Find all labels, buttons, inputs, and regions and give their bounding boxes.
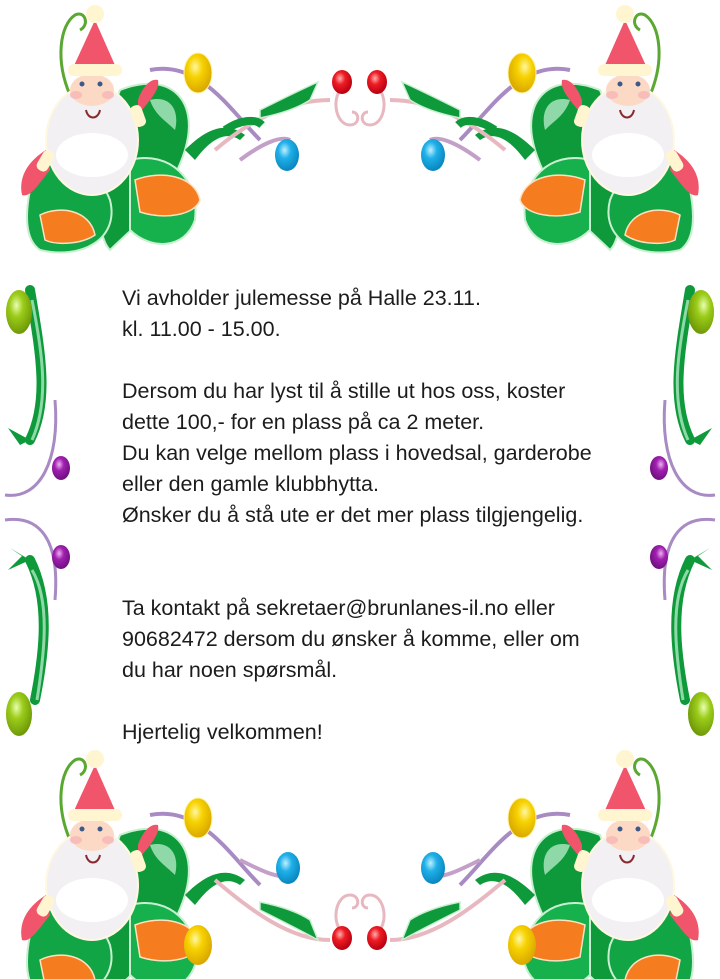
closing-greeting: Hjertelig velkommen!	[122, 720, 323, 744]
contact-line: Ta kontakt på sekretaer@brunlanes-il.no eller	[122, 596, 555, 620]
details-line: dette 100,- for en plass på ca 2 meter.	[122, 410, 485, 434]
details-line: eller den gamle klubbhytta.	[122, 472, 379, 496]
top-garland	[215, 70, 505, 171]
contact-line: 90682472 dersom du ønsker å komme, eller om	[122, 627, 580, 651]
bottom-garland	[184, 852, 536, 965]
details-paragraph	[122, 376, 662, 531]
event-announcement: Vi avholder julemesse på Halle 23.11.	[122, 286, 481, 310]
details-line: Du kan velge mellom plass i hovedsal, garderobe	[122, 441, 592, 465]
santa-top-left	[21, 5, 260, 253]
contact-paragraph	[122, 593, 662, 686]
event-time: kl. 11.00 - 15.00.	[122, 317, 281, 341]
details-line: Dersom du har lyst til å stille ut hos oss, koster	[122, 379, 566, 403]
left-vine	[5, 290, 70, 736]
flyer-text	[122, 283, 662, 748]
closing-paragraph	[122, 717, 662, 748]
intro-paragraph	[122, 283, 662, 345]
santa-top-right	[460, 5, 699, 253]
contact-line: du har noen spørsmål.	[122, 658, 338, 682]
details-line: Ønsker du å stå ute er det mer plass tilgjengelig.	[122, 503, 584, 527]
